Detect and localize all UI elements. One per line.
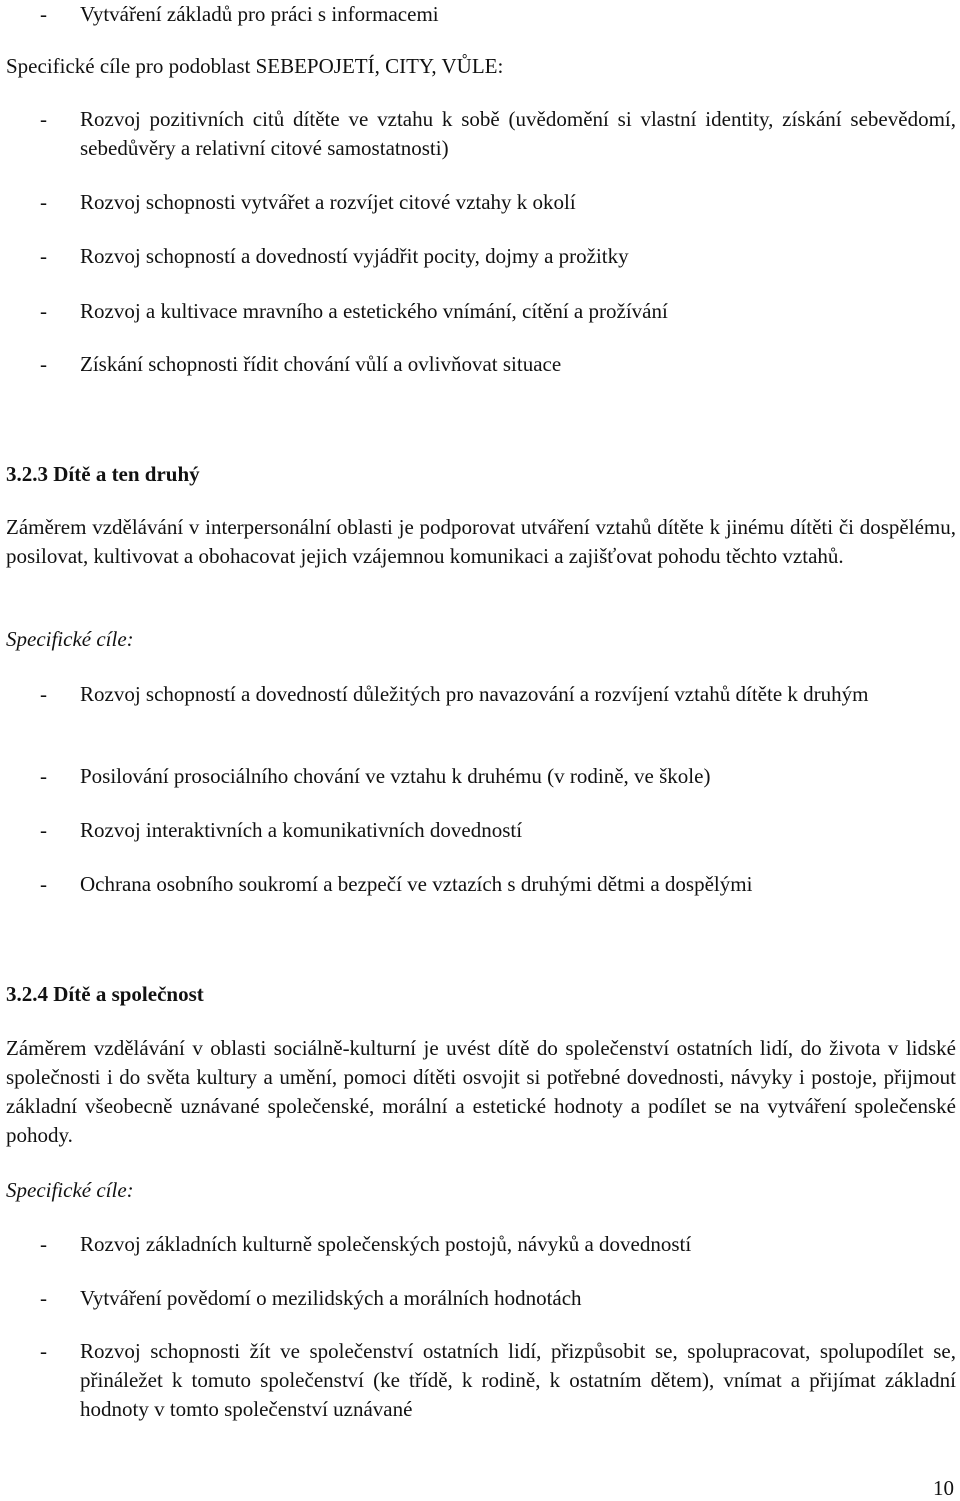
list-item-text: Posilování prosociálního chování ve vztahu k druhému (v rodině, ve škole)	[80, 764, 711, 788]
page-number: 10	[933, 1476, 954, 1500]
bullet-dash: -	[40, 764, 47, 788]
bullet-dash: -	[40, 682, 47, 706]
list-item-text: Rozvoj schopnosti vytvářet a rozvíjet citové vztahy k okolí	[80, 190, 576, 214]
list-item-text: Ochrana osobního soukromí a bezpečí ve vztazích s druhými dětmi a dospělými	[80, 872, 753, 896]
bullet-dash: -	[40, 1339, 47, 1363]
section-heading: 3.2.4 Dítě a společnost	[6, 982, 204, 1006]
list-item	[6, 105, 956, 163]
list-item-text: Rozvoj interaktivních a komunikativních dovedností	[80, 818, 523, 842]
list-item-text: Rozvoj schopností a dovedností vyjádřit pocity, dojmy a prožitky	[80, 244, 629, 268]
list-item-text: Získání schopnosti řídit chování vůlí a ovlivňovat situace	[80, 352, 562, 376]
bullet-dash: -	[40, 872, 47, 896]
list-item-text: Rozvoj schopností a dovedností důležitých pro navazování a rozvíjení vztahů dítěte k druhým	[80, 682, 869, 706]
section-heading: 3.2.3 Dítě a ten druhý	[6, 462, 200, 486]
bullet-dash: -	[40, 1286, 47, 1310]
specific-goals-label: Specifické cíle:	[6, 1178, 134, 1202]
bullet-dash: -	[40, 1232, 47, 1256]
bullet-dash: -	[40, 107, 47, 131]
list-item	[6, 1337, 956, 1424]
bullet-dash: -	[40, 2, 47, 26]
bullet-dash: -	[40, 299, 47, 323]
section-intro-paragraph: Záměrem vzdělávání v oblasti sociálně-kulturní je uvést dítě do společenství ostatních lidí, do života v lidské společnosti i do světa kultury a umění, pomoci dítěti osvojit si potřebné dovednosti, návyky i postoje, přijmout základní všeobecně uznávané společenské, morální a estetické hodnoty a podílet se na vytváření společenské pohody.	[6, 1036, 956, 1147]
list-item-text: Vytváření základů pro práci s informacemi	[80, 2, 439, 26]
bullet-dash: -	[40, 190, 47, 214]
bullet-dash: -	[40, 352, 47, 376]
list-item-text: Rozvoj pozitivních citů dítěte ve vztahu k sobě (uvědomění si vlastní identity, získání sebevědomí, sebedůvěry a relativní citové samostatnosti)	[80, 107, 956, 160]
subsection-subtitle: Specifické cíle pro podoblast SEBEPOJETÍ, CITY, VŮLE:	[6, 54, 504, 78]
bullet-dash: -	[40, 244, 47, 268]
list-item	[6, 680, 956, 738]
list-item-text: Rozvoj základních kulturně společenských postojů, návyků a dovedností	[80, 1232, 692, 1256]
bullet-dash: -	[40, 818, 47, 842]
list-item-text: Rozvoj schopnosti žít ve společenství ostatních lidí, přizpůsobit se, spolupracovat, spolupodílet se, přináležet k tomuto společenství (ke třídě, k rodině, k ostatním dětem), vnímat a přijímat základní hodnoty v tomto společenství uznávané	[80, 1339, 956, 1421]
section-intro-paragraph: Záměrem vzdělávání v interpersonální oblasti je podporovat utváření vztahů dítěte k jinému dítěti či dospělému, posilovat, kultivovat a obohacovat jejich vzájemnou komunikaci a zajišťovat pohodu těchto vztahů.	[6, 515, 956, 568]
list-item-text: Rozvoj a kultivace mravního a estetického vnímání, cítění a prožívání	[80, 299, 668, 323]
specific-goals-label: Specifické cíle:	[6, 627, 134, 651]
list-item-text: Vytváření povědomí o mezilidských a morálních hodnotách	[80, 1286, 582, 1310]
